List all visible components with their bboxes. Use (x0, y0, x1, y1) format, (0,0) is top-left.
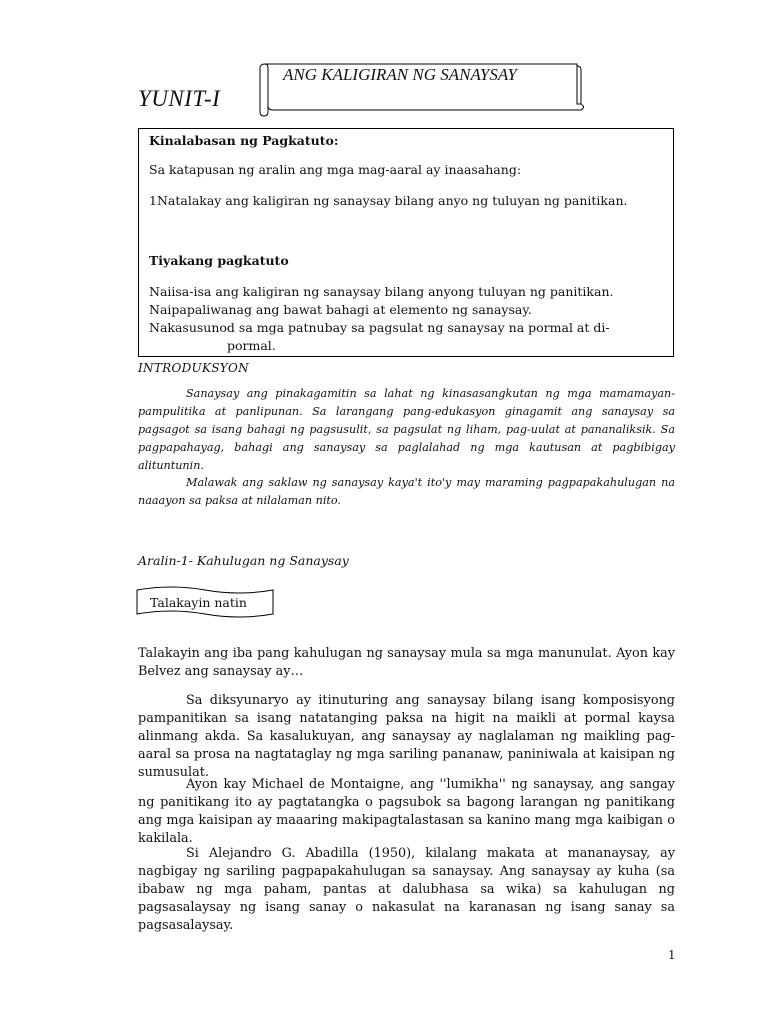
specific-objective-3-continued: pormal. (227, 338, 276, 353)
specific-objective-3: Nakasusunod sa mga patnubay sa pagsulat ng sanaysay na pormal at di- (149, 320, 610, 335)
body-paragraph-4: Si Alejandro G. Abadilla (1950), kilalang makata at mananaysay, ay nagbigay ng sariling pagpapakahulugan sa sanaysay. Ang sanaysay ay kuha (sa ibabaw ng mga paham, pantas at dalubhasa sa wika) sa kahulugan ng pagsasalaysay ng isang sanay o nakasulat na karanasan ng isang sanay sa pagsasalaysay. (138, 846, 675, 933)
discuss-label: Talakayin natin (150, 595, 247, 610)
body-paragraph-2: Sa diksyunaryo ay itinuturing ang sanaysay bilang isang komposisyong pampanitikan sa isang natatanging paksa na higit na maikli at pormal kaysa alinmang akda. Sa kasalukuyan, ang sanaysay ay naglalaman ng maikling pag-aaral sa prosa na nagtataglay ng mga sariling pananaw, paniniwala at kaisipan ng sumusulat. (138, 693, 675, 780)
page-number: 1 (668, 948, 676, 962)
discuss-label-box (135, 585, 277, 621)
specific-objective-2: Naipapaliwanag ang bawat bahagi at elemento ng sanaysay. (149, 302, 532, 317)
specific-objective-1: Naiisa-isa ang kaligiran ng sanaysay bilang anyong tuluyan ng panitikan. (149, 284, 614, 299)
introduction-paragraph-1: Sanaysay ang pinakagamitin sa lahat ng kinasasangkutan ng mga mamamayan-pampulitika at panlipunan. Sa larangang pang-edukasyon ginagamit ang sanaysay sa pagsagot sa isang bahagi ng pagsusulit, sa pagsulat ng liham, pag-uulat at pananaliksik. Sa pagpapahayag, bahagi ang sanaysay sa paglalahad ng mga kautusan at pagbibigay alituntunin. (138, 387, 675, 472)
lesson-title: Aralin-1- Kahulugan ng Sanaysay (138, 553, 349, 568)
title-scroll-banner (259, 58, 587, 118)
objective-item-1: 1Natalakay ang kaligiran ng sanaysay bilang anyo ng tuluyan ng panitikan. (149, 193, 628, 208)
unit-label: YUNIT-I (138, 86, 221, 111)
introduction-paragraph-2: Malawak ang saklaw ng sanaysay kaya't ito'y may maraming pagpapakahulugan na naaayon sa paksa at nilalaman nito. (138, 476, 675, 507)
introduction-heading: INTRODUKSYON (138, 361, 249, 375)
objectives-intro: Sa katapusan ng aralin ang mga mag-aaral ay inaasahang: (149, 162, 522, 177)
learning-objectives-box (138, 128, 674, 357)
body-paragraph-3: Ayon kay Michael de Montaigne, ang ''lumikha'' ng sanaysay, ang sangay ng panitikang ito ay pagtatangka o pagsubok sa bagong larangan ng panitikang ang mga kaisipan ay maaaring makipagtalastasan sa kanino mang mga kaibigan o kakilala. (138, 777, 675, 846)
specific-objectives-heading: Tiyakang pagkatuto (149, 253, 289, 268)
objectives-heading: Kinalabasan ng Pagkatuto: (149, 133, 339, 148)
banner-title: ANG KALIGIRAN NG SANAYSAY (283, 65, 517, 84)
body-paragraph-1: Talakayin ang iba pang kahulugan ng sanaysay mula sa mga manunulat. Ayon kay Belvez ang sanaysay ay… (138, 646, 675, 679)
